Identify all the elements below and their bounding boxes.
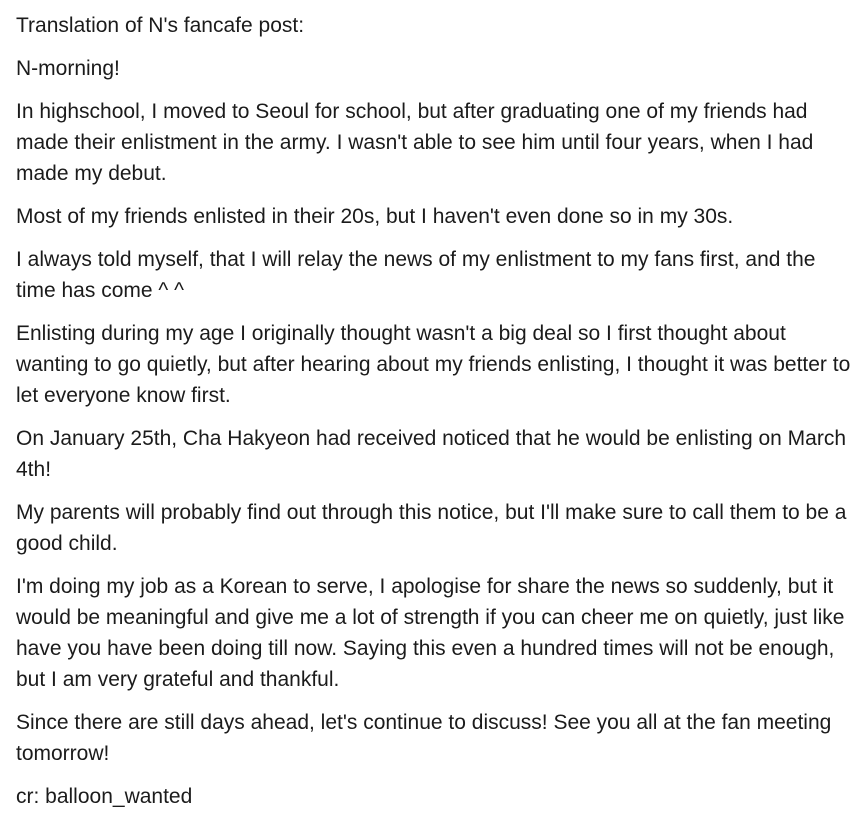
post-paragraph: Since there are still days ahead, let's continue to discuss! See you all at the fan meeting tomorrow! <box>16 711 832 765</box>
post-heading: Translation of N's fancafe post: <box>16 14 305 37</box>
post-paragraph: Most of my friends enlisted in their 20s, but I haven't even done so in my 30s. <box>16 205 734 228</box>
post-paragraph: In highschool, I moved to Seoul for school, but after graduating one of my friends had made their enlistment in the army. I wasn't able to see him until four years, when I had made my debut. <box>16 100 814 185</box>
post-paragraph: I always told myself, that I will relay the news of my enlistment to my fans first, and the time has come ^ ^ <box>16 248 816 302</box>
post-paragraph: Enlisting during my age I originally thought wasn't a big deal so I first thought about wanting to go quietly, but after hearing about my friends enlisting, I thought it was better to let everyone know first. <box>16 322 851 407</box>
post-paragraph: On January 25th, Cha Hakyeon had received noticed that he would be enlisting on March 4th! <box>16 427 847 481</box>
post-greeting: N-morning! <box>16 57 120 80</box>
post-credit: cr: balloon_wanted <box>16 785 193 808</box>
post-paragraph: My parents will probably find out through this notice, but I'll make sure to call them to be a good child. <box>16 501 847 555</box>
post-paragraph: I'm doing my job as a Korean to serve, I apologise for share the news so suddenly, but it would be meaningful and give me a lot of strength if you can cheer me on quietly, just like have you have been doing till now. Saying this even a hundred times will not be enough, but I am very grateful and thankful. <box>16 575 845 691</box>
